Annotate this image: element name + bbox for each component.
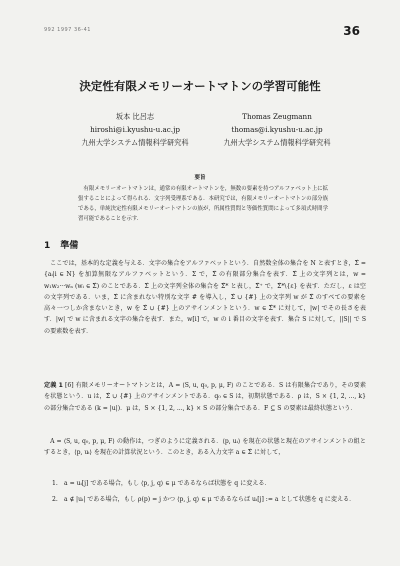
author-1 bbox=[60, 110, 210, 149]
definition-text bbox=[44, 380, 366, 414]
paragraph-behavior bbox=[44, 436, 366, 459]
list-item-label: 2. bbox=[52, 496, 58, 503]
paragraph-intro bbox=[44, 258, 366, 337]
paragraph-text: ここでは，基本的な定義を与える．文字の集合をアルファベットという．自然数全体の集合を N と表すとき，Σ̂ = {aᵢ|i ∈ N} を加算無限なアルファベットという．Σ で，Σ̂ の有限部分集合を表す．Σ̂ 上の文字列とは，w = w₁w₂···wₙ (wᵢ ∈ Σ̂) のことである．Σ̂ 上の文字列全体の集合を Σ̂* と表し，Σ̂⁺ で，Σ̂*\{ε} を表す．ただし，ε は空の文字列である．いま，Σ̂ に含まれない特別な文字 # を導入し，Σ̂ ∪ {#} 上の文字列 w が Σ̂ のすべての要素を高々一つしか含まないとき，w を Σ̂ ∪ {#} 上のアサインメントという．w ∈ Σ̂* に対して，|w| でその長さを表す．|w| で w に含まれる文字の集合を表す．また，w[i] で，w の i 番目の文字を表す．集合 S に対して，||S|| で S の要素数を表す． bbox=[44, 260, 366, 335]
paper-title: 決定性有限メモリーオートマトンの学習可能性 bbox=[79, 79, 321, 93]
section-title: 準備 bbox=[60, 241, 79, 251]
author-name: Thomas Zeugmann bbox=[242, 112, 312, 121]
definition-label: 定義 1 bbox=[44, 382, 63, 389]
author-name: 坂本 比呂志 bbox=[115, 112, 155, 121]
author-block bbox=[60, 110, 352, 150]
list-item-text: a ∉ |uᵢ| である場合，もし ρ(p) = j かつ ⟨p, j, q⟩ ∈ μ であるならば uᵢ[j] := a として状態を q に変える． bbox=[64, 496, 356, 503]
author-email: hiroshi@i.kyushu-u.ac.jp bbox=[90, 125, 180, 134]
page-number: 36 bbox=[343, 24, 360, 38]
list-item bbox=[52, 478, 362, 493]
section-number: 1 bbox=[44, 241, 51, 251]
author-email: thomas@i.kyushu-u.ac.jp bbox=[231, 125, 323, 134]
abstract-text: 有限メモリーオートマトンは，通常の有限オートマトンを，無数の要素を持つアルファベット上に拡張することによって得られる．文字列受理系である．本研究では，有限メモリーオートマトンの部分族である，単純決定性有限メモリーオートマトンの族が，所属性質問と等価性質問によって多項式時間学習可能であることを示す． bbox=[78, 186, 328, 222]
running-header bbox=[44, 24, 360, 40]
list-item-label: 1. bbox=[52, 480, 58, 487]
abstract bbox=[78, 184, 328, 224]
paragraph-text: A = ⟨S, u, q₀, p, μ, F⟩ の動作は，つぎのように定義される．⟨p, uᵢ⟩ を現在の状態と現在のアサインメントの組とするとき，⟨p, uᵢ⟩ を現在の計算状況という．このとき，ある入力文字 a ∈ Σ̂ に対して， bbox=[44, 438, 366, 457]
list-item-text: a = uᵢ[j] である場合，もし ⟨p, j, q⟩ ∈ μ であるならば状態を q に変える． bbox=[64, 480, 271, 487]
author-affiliation: 九州大学システム情報科学研究科 bbox=[223, 138, 331, 147]
definition-body: [6] 有限メモリーオートマトンとは，A = ⟨S, u, q₀, p, μ, F⟩ のことである．S は有限集合であり，その要素を状態という．u は，Σ̂ ∪ {#} 上のアサインメントである．q₀ ∈ S は，初期状態である．ρ は，S × {1, 2, ..., k} の部分集合である (k = |u|)．μ は，S × {1, 2, ..., k} × S の部分集合である．F ⊆ S の要素は最終状態という． bbox=[44, 382, 366, 412]
section-heading bbox=[44, 238, 78, 251]
author-affiliation: 九州大学システム情報科学研究科 bbox=[81, 138, 189, 147]
header-meta: 992 1997 36-41 bbox=[44, 27, 91, 33]
author-2 bbox=[202, 110, 352, 149]
list-item bbox=[52, 494, 362, 509]
definition-1 bbox=[44, 380, 366, 414]
abstract-heading: 要旨 bbox=[194, 175, 206, 181]
